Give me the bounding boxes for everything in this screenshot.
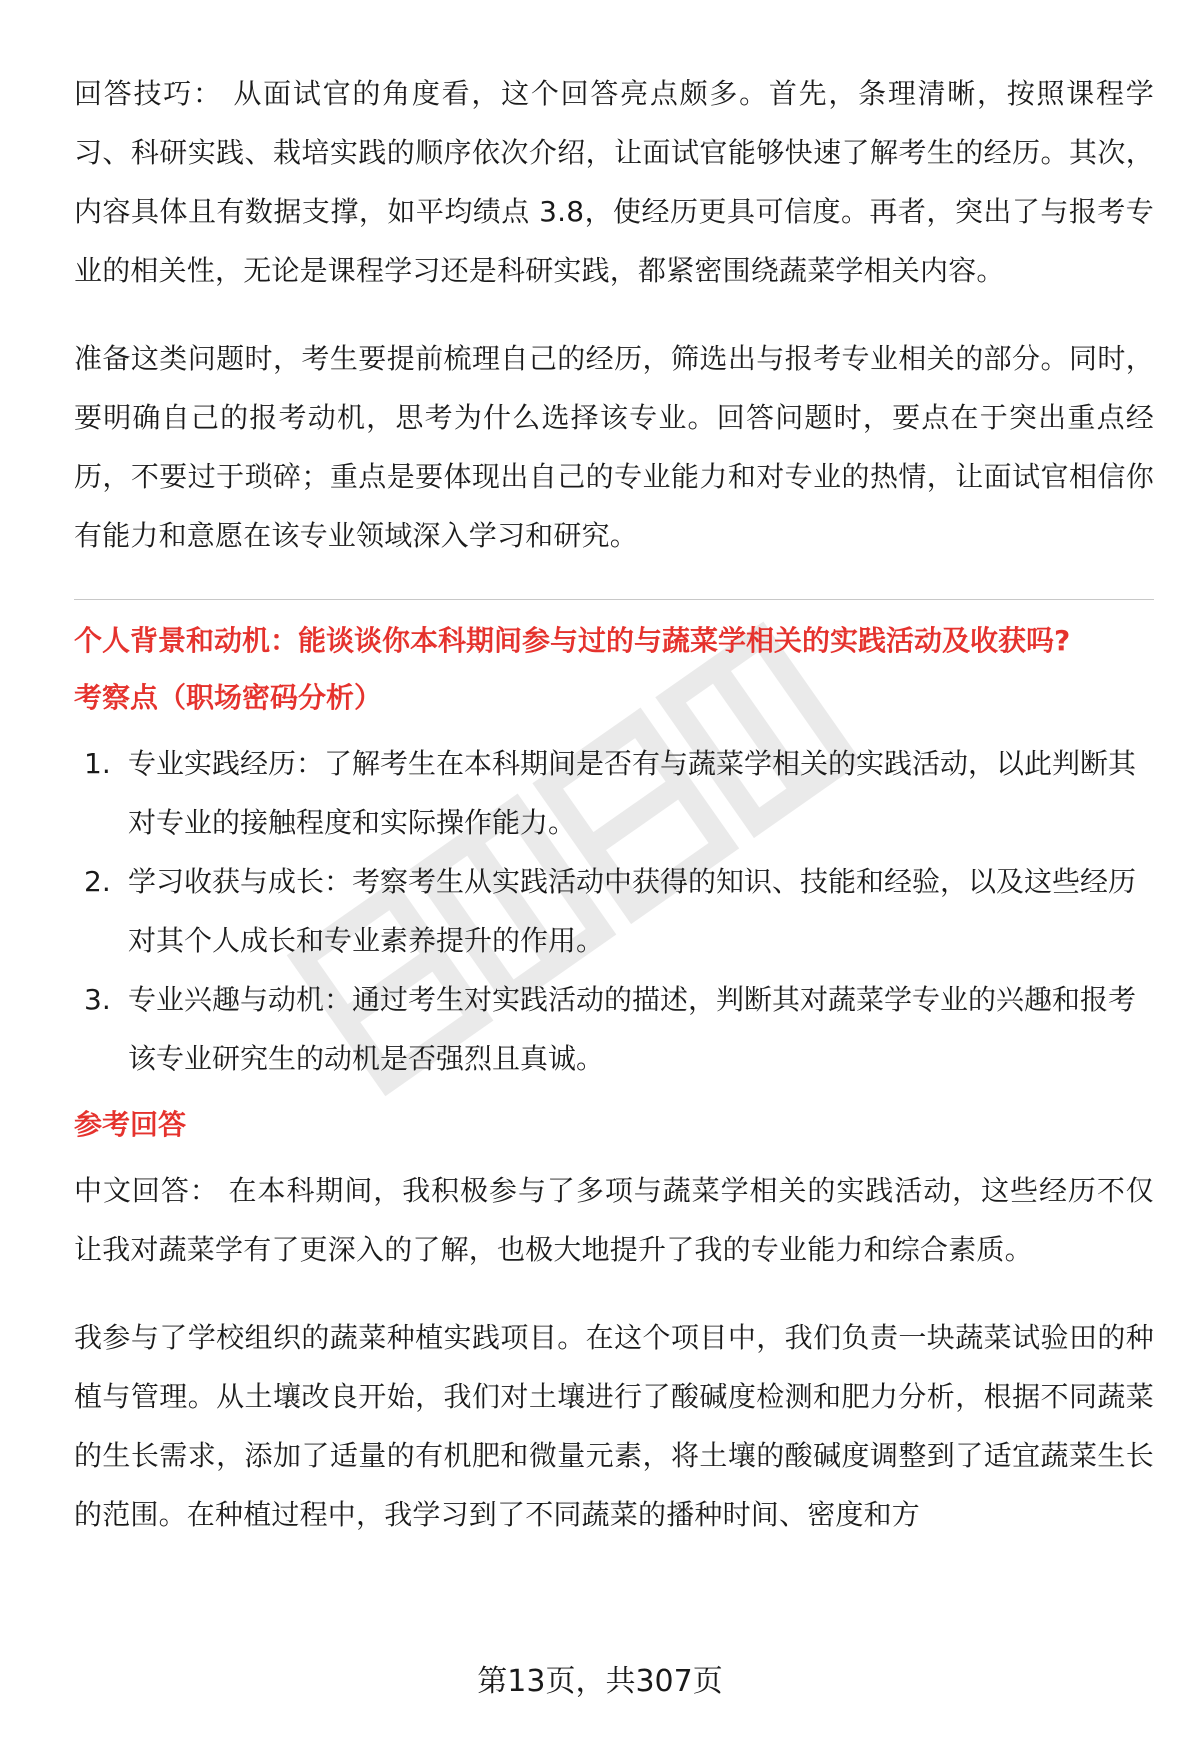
chinese-answer-paragraph: 中文回答： 在本科期间，我积极参与了多项与蔬菜学相关的实践活动，这些经历不仅让我对蔬菜学有了更深入的了解，也极大地提升了我的专业能力和综合素质。: [74, 1174, 1154, 1266]
assessment-heading: 考察点（职场密码分析）: [74, 681, 383, 714]
list-item: [74, 852, 1154, 970]
list-item-text: 专业兴趣与动机：通过考生对实践活动的描述，判断其对蔬菜学专业的兴趣和报考该专业研究生的动机是否强烈且真诚。: [128, 983, 1137, 1075]
question-title: 个人背景和动机：能谈谈你本科期间参与过的与蔬菜学相关的实践活动及收获吗?: [74, 624, 1071, 657]
list-item: [74, 970, 1154, 1088]
reference-answer-heading: 参考回答: [74, 1108, 187, 1141]
project-paragraph: 我参与了学校组织的蔬菜种植实践项目。在这个项目中，我们负责一块蔬菜试验田的种植与管理。从土壤改良开始，我们对土壤进行了酸碱度检测和肥力分析，根据不同蔬菜的生长需求，添加了适量的有机肥和微量元素，将土壤的酸碱度调整到了适宜蔬菜生长的范围。在种植过程中，我学习到了不同蔬菜的播种时间、密度和方: [74, 1321, 1154, 1531]
list-item-text: 专业实践经历：了解考生在本科期间是否有与蔬菜学相关的实践活动，以此判断其对专业的接触程度和实际操作能力。: [128, 747, 1137, 839]
list-item-text: 学习收获与成长：考察考生从实践活动中获得的知识、技能和经验，以及这些经历对其个人成长和专业素养提升的作用。: [128, 865, 1137, 957]
page-number-footer: 第13页，共307页: [477, 1664, 723, 1699]
assessment-points-list: [74, 734, 1154, 1088]
list-item-number: 2.: [84, 865, 111, 898]
list-item-number: 1.: [84, 747, 111, 780]
preparation-advice-paragraph: 准备这类问题时，考生要提前梳理自己的经历，筛选出与报考专业相关的部分。同时，要明确自己的报考动机，思考为什么选择该专业。回答问题时，要点在于突出重点经历，不要过于琐碎；重点是要体现出自己的专业能力和对专业的热情，让面试官相信你有能力和意愿在该专业领域深入学习和研究。: [74, 342, 1154, 552]
page-content: [74, 64, 1154, 1544]
list-item: [74, 734, 1154, 852]
answer-tip-paragraph: 回答技巧： 从面试官的角度看，这个回答亮点颇多。首先，条理清晰，按照课程学习、科研实践、栽培实践的顺序依次介绍，让面试官能够快速了解考生的经历。其次，内容具体且有数据支撑，如平均绩点 3.8，使经历更具可信度。再者，突出了与报考专业的相关性，无论是课程学习还是科研实践，都紧密围绕蔬菜学相关内容。: [74, 77, 1154, 287]
list-item-number: 3.: [84, 983, 111, 1016]
section-divider: [74, 599, 1154, 600]
